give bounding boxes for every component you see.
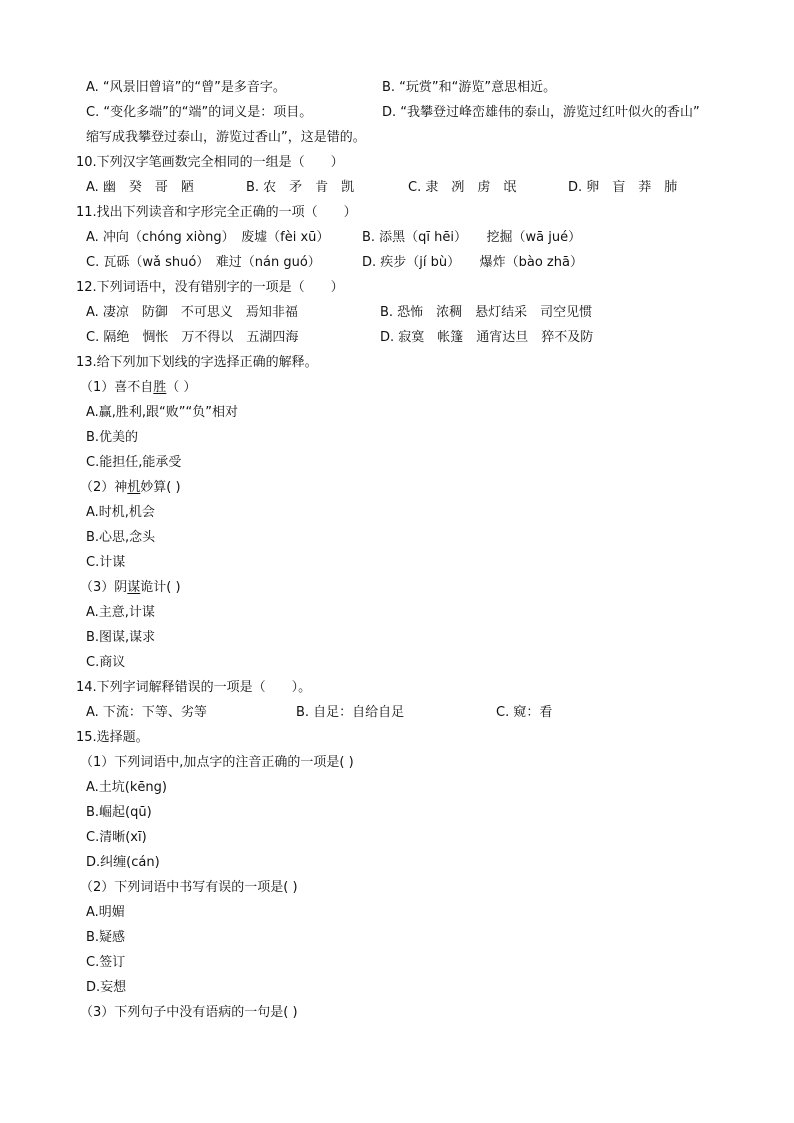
q15-part1-stem: （1）下列词语中,加点字的注音正确的一项是( )	[80, 755, 354, 770]
q9-option-a: A. “风景旧曾谙”的“曾”是多音字。	[86, 80, 286, 95]
q11-option-d: D. 疾步（jí bù） 爆炸（bào zhā）	[362, 255, 583, 270]
q12-option-b: B. 恐怖 浓稠 悬灯结采 司空见惯	[380, 305, 593, 320]
q14-option-b: B. 自足：自给自足	[296, 705, 405, 720]
q12-option-a: A. 凄凉 防御 不可思义 焉知非福	[86, 305, 298, 320]
q13-part1-option-a: A.赢,胜利,跟“败”“负”相对	[86, 405, 239, 420]
q13-part3-option-b: B.图谋,谋求	[86, 630, 156, 645]
q13-part2-option-a: A.时机,机会	[86, 505, 155, 520]
q13-part3-stem	[80, 579, 181, 597]
q11-option-c: C. 瓦砾（wǎ shuó） 难过（nán guó）	[86, 255, 321, 270]
q14-option-c: C. 窥：看	[496, 705, 553, 720]
q13-part2-option-c: C.计谋	[86, 555, 126, 570]
q10-option-d: D. 卵 盲 莽 肺	[568, 180, 678, 195]
q13-part2-suffix: 妙算( )	[140, 480, 181, 495]
q12-option-d: D. 寂寞 帐篷 通宵达旦 猝不及防	[380, 330, 594, 345]
q10-option-b: B. 农 矛 肯 凯	[246, 180, 355, 195]
q14-option-a: A. 下流：下等、劣等	[86, 705, 207, 720]
q15-part2-option-d: D.妄想	[86, 980, 127, 995]
q15-part1-option-c: C.清晰(xī)	[86, 830, 147, 845]
q15-part3-stem: （3）下列句子中没有语病的一句是( )	[80, 1005, 298, 1020]
q15-part1-option-d: D.纠缠(cán)	[86, 855, 160, 870]
q15-part2-option-a: A.明媚	[86, 905, 125, 920]
q13-part2-prefix: （2）神	[80, 480, 128, 495]
q13-part2-stem	[80, 479, 181, 497]
q9-option-b: B. “玩赏”和“游览”意思相近。	[382, 80, 557, 95]
q13-part1-prefix: （1）喜不自	[80, 380, 154, 395]
q13-part1-underlined: 胜	[153, 380, 167, 395]
q11-option-b: B. 添黑（qī hēi） 挖掘（wā jué）	[362, 230, 582, 245]
q10-option-c: C. 隶 冽 虏 氓	[408, 180, 517, 195]
q13-part2-underlined: 机	[127, 480, 141, 495]
q11-stem: 11.找出下列读音和字形完全正确的一项（ ）	[76, 205, 357, 220]
q12-option-c: C. 隔绝 惆怅 万不得以 五湖四海	[86, 330, 299, 345]
q13-part3-underlined: 谋	[127, 580, 141, 595]
q9-option-c: C. “变化多端”的“端”的词义是：项目。	[86, 105, 313, 120]
q15-part2-option-c: C.签订	[86, 955, 126, 970]
q13-part3-prefix: （3）阴	[80, 580, 128, 595]
q9-option-d-continued: 缩写成我攀登过泰山，游览过香山”，这是错的。	[86, 130, 366, 145]
q10-option-a: A. 幽 癸 哥 陋	[86, 180, 194, 195]
q13-part2-option-b: B.心思,念头	[86, 530, 156, 545]
q10-stem: 10.下列汉字笔画数完全相同的一组是（ ）	[76, 155, 344, 170]
q15-part2-option-b: B.疑感	[86, 930, 126, 945]
q15-stem: 15.选择题。	[76, 730, 149, 745]
q13-part1-stem	[80, 379, 196, 397]
q14-stem: 14.下列字词解释错误的一项是（ ）。	[76, 680, 312, 695]
q13-part3-option-c: C.商议	[86, 655, 126, 670]
q13-part3-suffix: 诡计( )	[140, 580, 181, 595]
q13-part1-option-c: C.能担任,能承受	[86, 455, 182, 470]
q11-option-a: A. 冲向（chóng xiòng） 废墟（fèi xū）	[86, 230, 330, 245]
q9-option-d: D. “我攀登过峰峦雄伟的泰山，游览过红叶似火的香山”	[382, 105, 700, 120]
q13-part3-option-a: A.主意,计谋	[86, 605, 155, 620]
q15-part2-stem: （2）下列词语中书写有误的一项是( )	[80, 880, 298, 895]
q15-part1-option-b: B.崛起(qū)	[86, 805, 152, 820]
q15-part1-option-a: A.土坑(kēng)	[86, 780, 167, 795]
q13-stem: 13.给下列加下划线的字选择正确的解释。	[76, 355, 318, 370]
q13-part1-suffix: （ ）	[166, 380, 197, 395]
q13-part1-option-b: B.优美的	[86, 430, 139, 445]
q12-stem: 12.下列词语中，没有错别字的一项是（ ）	[76, 280, 344, 295]
